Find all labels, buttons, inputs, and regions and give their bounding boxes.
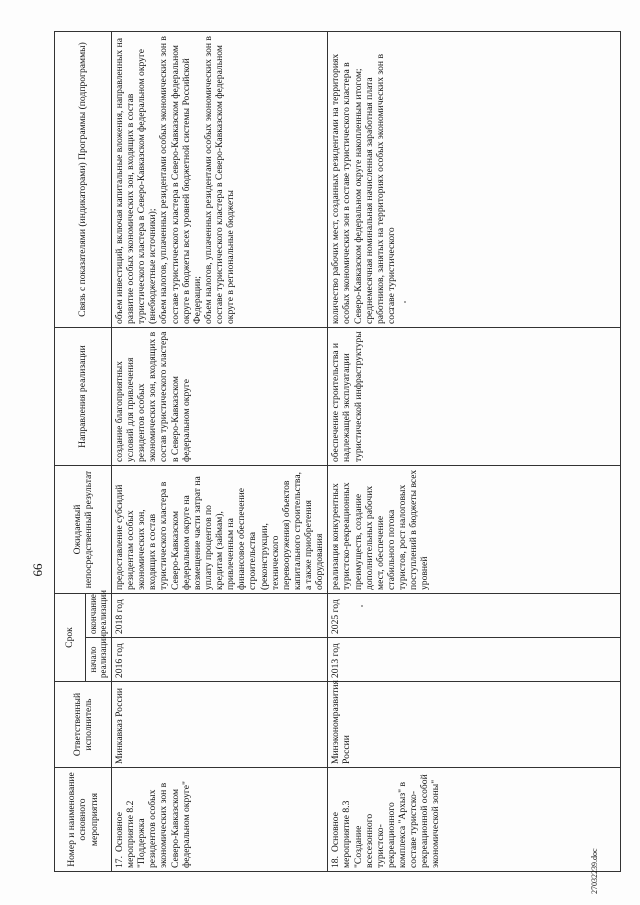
header-indicators: Связь с показателями (индикаторами) Программы (подпрограммы) [55,32,112,328]
measure-name: Основное мероприятие 8.3 "Создание всесезонного туристско-рекреационного комплекса "Архыз" в составе туристско-рекреационной особой экономической зоны" [330,774,442,868]
header-result: Ожидаемый непосредственный результат [55,466,112,594]
start-cell: 2016 год [111,638,327,682]
header-directions: Направления реализации [55,328,112,466]
rotated-page [30,32,614,894]
measures-table [54,31,621,872]
measure-cell [328,768,621,872]
result-cell: реализация конкурентных туристско-рекреационных преимуществ, создание дополнительных рабочих мест, обеспечение стабильного потока туристов, рост налоговых поступлений в бюджеты всех уровней [328,466,621,594]
end-cell: 2018 год [111,594,327,638]
measure-name: Основное мероприятие 8.2 "Поддержка резидентов особых экономических зон в Северо-Кавказском федеральном округе" [113,781,192,868]
indicators-cell: количество рабочих мест, созданных резидентами на территориях особых экономических зон в составе туристического кластера в Северо-Кавказском федеральном округе накопленным итогом; среднемесячная номинальная начисленная заработная плата работников, занятых на территориях особых экономических зон в составе туристического [328,32,621,328]
table-row [111,32,327,872]
executor-cell: Минэкономразвития России [328,682,621,768]
indicators-cell: объем инвестиций, включая капитальные вложения, направленных на развитие особых экономических зон, входящих в состав туристического кластера в Северо-Кавказском федеральном округе (внебюджетные источники); объем налогов, уплаченных резидентами особых экономических зон в составе туристического кластера в Северо-Кавказском федеральном округе в бюджеты всех уровней бюджетной системы Российской Федерации; объем налогов, уплаченных резидентами особых экономических зон в составе туристического кластера в Северо-Кавказском федеральном округе в региональные бюджеты [111,32,327,328]
executor-cell: Минкавказ России [111,682,327,768]
measure-cell [111,768,327,872]
document-code: 27032239.doc [590,848,599,894]
directions-cell: обеспечение строительства и надлежащей эксплуатации туристической инфраструктуры [328,328,621,466]
result-cell: предоставление субсидий резидентам особых экономических зон, входящих в состав туристического кластера в Северо-Кавказском федеральном округе на возмещение части затрат на уплату процентов по кредитам (займам), привлеченным на финансовое обеспечение строительства (реконструкции, технического перевооружения) объектов капитального строительства, а также приобретения оборудования [111,466,327,594]
header-executor: Ответственный исполнитель [55,682,112,768]
row-number: 17. [113,856,125,868]
header-term: Срок [55,594,86,682]
directions-cell: создание благоприятных условий для привлечения резидентов особых экономических зон, входящих в состав туристического кластера в Северо-Кавказском федеральном округе [111,328,327,466]
header-term-end: окончание реализации [86,594,112,638]
header-term-start: начало реализации [86,638,112,682]
page-number: 66 [30,563,45,577]
header-measure: Номер и наименование основного мероприятия [55,768,112,872]
table-row [328,32,621,872]
start-cell: 2013 год [328,638,621,682]
row-number: 18. [330,856,342,868]
end-cell: 2025 год [328,594,621,638]
